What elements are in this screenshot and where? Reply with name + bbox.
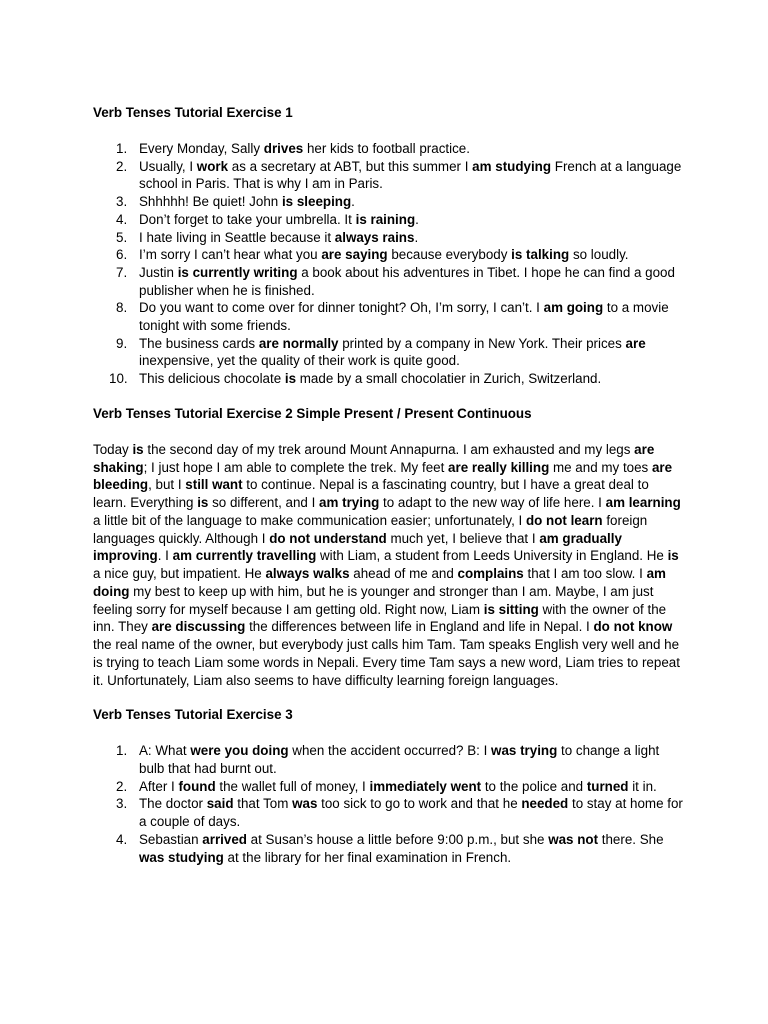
exercise-3-list xyxy=(93,742,683,866)
exercise-2-paragraph: Today is the second day of my trek around Mount Annapurna. I am exhausted and my legs are shaking; I just hope I am able to complete the trek. My feet are really killing me and my toes are bleeding, but I still want to continue. Nepal is a fascinating country, but I have a great deal to learn. Everything is so different, and I am trying to adapt to the new way of life here. I am learning a little bit of the language to make communication easier; unfortunately, I do not learn foreign languages quickly. Although I do not understand much yet, I believe that I am gradually improving. I am currently travelling with Liam, a student from Leeds University in England. He is a nice guy, but impatient. He always walks ahead of me and complains that I am too slow. I am doing my best to keep up with him, but he is younger and stronger than I am. Maybe, I am just feeling sorry for myself because I am getting old. Right now, Liam is sitting with the owner of the inn. They are discussing the differences between life in England and life in Nepal. I do not know the real name of the owner, but everybody just calls him Tam. Tam speaks English very well and he is trying to teach Liam some words in Nepali. Every time Tam says a new word, Liam tries to repeat it. Unfortunately, Liam also seems to have difficulty learning foreign languages. xyxy=(93,441,681,688)
item-text: I’m sorry I can’t hear what you are saying because everybody is talking so loudly. xyxy=(139,247,629,263)
list-item xyxy=(93,158,683,193)
list-item xyxy=(93,193,683,211)
list-item xyxy=(93,778,683,796)
item-number: 2. xyxy=(116,778,128,794)
list-item xyxy=(93,742,683,777)
list-item xyxy=(93,795,683,830)
item-text: I hate living in Seattle because it always rains. xyxy=(139,229,419,245)
document-content xyxy=(93,104,683,866)
item-text: Every Monday, Sally drives her kids to football practice. xyxy=(139,141,470,156)
item-number: 3. xyxy=(116,194,128,210)
item-number: 8. xyxy=(116,300,128,316)
item-text: Justin is currently writing a book about his adventures in Tibet. I hope he can find a good publisher when he is finished. xyxy=(139,264,675,298)
item-number: 9. xyxy=(116,335,128,351)
list-item xyxy=(93,229,683,247)
item-text: Do you want to come over for dinner tonight? Oh, I’m sorry, I can’t. I am going to a movie tonight with some friends. xyxy=(139,300,669,334)
item-text: Sebastian arrived at Susan’s house a little before 9:00 p.m., but she was not there. She was studying at the library for her final examination in French. xyxy=(139,831,664,865)
list-item xyxy=(93,335,683,370)
item-number: 7. xyxy=(116,264,128,280)
list-item xyxy=(93,246,683,264)
item-number: 2. xyxy=(116,158,128,174)
list-item xyxy=(93,370,683,388)
list-item xyxy=(93,264,683,299)
item-text: Don’t forget to take your umbrella. It is raining. xyxy=(139,211,419,227)
list-item xyxy=(93,831,683,866)
item-number: 1. xyxy=(116,743,128,759)
list-item xyxy=(93,211,683,229)
exercise-2-title: Verb Tenses Tutorial Exercise 2 Simple Present / Present Continuous xyxy=(93,405,532,421)
item-number: 4. xyxy=(116,211,128,227)
exercise-1-title: Verb Tenses Tutorial Exercise 1 xyxy=(93,105,293,120)
exercise-3-title: Verb Tenses Tutorial Exercise 3 xyxy=(93,707,293,723)
item-text: The doctor said that Tom was too sick to go to work and that he needed to stay at home for a couple of days. xyxy=(139,796,683,830)
item-text: This delicious chocolate is made by a small chocolatier in Zurich, Switzerland. xyxy=(139,371,602,387)
item-text: Shhhhh! Be quiet! John is sleeping. xyxy=(139,194,355,210)
exercise-1-list xyxy=(93,140,683,388)
item-number: 5. xyxy=(116,229,128,245)
item-text: A: What were you doing when the accident occurred? B: I was trying to change a light bulb that had burnt out. xyxy=(139,743,660,777)
item-number: 4. xyxy=(116,831,128,847)
item-text: After I found the wallet full of money, I immediately went to the police and turned it in. xyxy=(139,778,657,794)
list-item xyxy=(93,140,683,158)
item-text: Usually, I work as a secretary at ABT, but this summer I am studying French at a language school in Paris. That is why I am in Paris. xyxy=(139,158,682,192)
item-number: 3. xyxy=(116,796,128,812)
item-number: 1. xyxy=(116,141,128,156)
list-item xyxy=(93,299,683,334)
item-text: The business cards are normally printed by a company in New York. Their prices are inexpensive, yet the quality of their work is quite good. xyxy=(139,335,646,369)
item-number: 10. xyxy=(109,371,128,387)
item-number: 6. xyxy=(116,247,128,263)
